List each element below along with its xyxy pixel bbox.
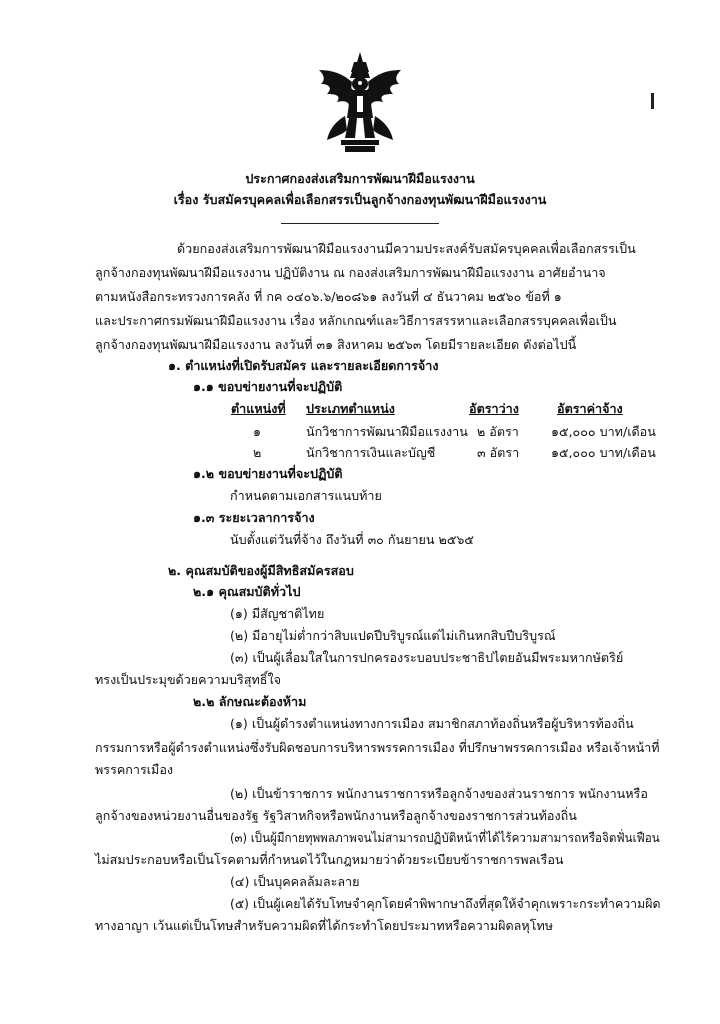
intro-line: ลูกจ้างกองทุนพัฒนาฝีมือแรงงาน ลงวันที่ ๓๑ สิงหาคม ๒๕๖๓ โดยมีรายละเอียด ดังต่อไปนี้ (95, 337, 577, 352)
table-header-vacancies: อัตราว่าง (469, 401, 519, 416)
table-cell-position-no: ๑ (253, 424, 261, 439)
qualification-item: (๒) มีอายุไม่ต่ำกว่าสิบแปดปีบริบูรณ์แต่ไม่เกินหกสิบปีบริบูรณ์ (230, 628, 556, 643)
qualification-item: (๓) เป็นผู้เลื่อมใสในการปกครองระบอบประชาธิปไตยอันมีพระมหากษัตริย์ (230, 650, 624, 665)
prohibition-item: (๕) เป็นผู้เคยได้รับโทษจำคุกโดยคำพิพากษาถึงที่สุดให้จำคุกเพราะกระทำความผิด (230, 896, 661, 911)
margin-mark (651, 93, 654, 109)
subsection-text: นับตั้งแต่วันที่จ้าง ถึงวันที่ ๓๐ กันยายน ๒๕๖๕ (230, 532, 474, 547)
prohibition-item-continuation: ทางอาญา เว้นแต่เป็นโทษสำหรับความผิดที่ได้กระทำโดยประมาทหรือความผิดลหุโทษ (95, 918, 554, 933)
qualification-item-continuation: ทรงเป็นประมุขด้วยความบริสุทธิ์ใจ (95, 672, 282, 687)
prohibition-item: (๑) เป็นผู้ดำรงตำแหน่งทางการเมือง สมาชิกสภาท้องถิ่นหรือผู้บริหารท้องถิ่น (230, 716, 634, 731)
table-cell-vacancies: ๒ อัตรา (477, 424, 519, 439)
subsection-heading: ๒.๑ คุณสมบัติทั่วไป (193, 584, 301, 599)
table-header-position-type: ประเภทตำแหน่ง (306, 401, 395, 416)
garuda-emblem (315, 52, 405, 154)
table-cell-position-type: นักวิชาการเงินและบัญชี (306, 445, 436, 460)
prohibition-item-continuation: กรรมการหรือผู้ดำรงตำแหน่งซึ่งรับผิดชอบการบริหารพรรคการเมือง ที่ปรึกษาพรรคการเมือง หรือเจ้าหน้าที่ (95, 740, 660, 755)
intro-line: ลูกจ้างกองทุนพัฒนาฝีมือแรงงาน ปฏิบัติงาน ณ กองส่งเสริมการพัฒนาฝีมือแรงงาน อาศัยอำนาจ (95, 265, 606, 280)
title-divider (281, 223, 439, 224)
intro-line: และประกาศกรมพัฒนาฝีมือแรงงาน เรื่อง หลักเกณฑ์และวิธีการสรรหาและเลือกสรรบุคคลเพื่อเป็น (95, 313, 617, 328)
table-cell-vacancies: ๓ อัตรา (477, 445, 520, 460)
document-title: ประกาศกองส่งเสริมการพัฒนาฝีมือแรงงาน (245, 171, 475, 186)
prohibition-item-continuation: ไม่สมประกอบหรือเป็นโรคตามที่กำหนดไว้ในกฎหมายว่าด้วยระเบียบข้าราชการพลเรือน (95, 852, 564, 867)
prohibition-item-continuation: ลูกจ้างของหน่วยงานอื่นของรัฐ รัฐวิสาหกิจหรือพนักงานหรือลูกจ้างของราชการส่วนท้องถิ่น (95, 808, 577, 823)
subsection-heading: ๑.๒ ขอบข่ายงานที่จะปฏิบัติ (193, 466, 343, 481)
qualification-item: (๑) มีสัญชาติไทย (230, 606, 325, 621)
table-cell-wage: ๑๕,๐๐๐ บาท/เดือน (551, 424, 656, 439)
table-cell-wage: ๑๕,๐๐๐ บาท/เดือน (551, 445, 656, 460)
prohibition-item: (๔) เป็นบุคคลล้มละลาย (230, 874, 360, 889)
table-header-position-no: ตำแหน่งที่ (231, 401, 286, 416)
prohibition-item-continuation: พรรคการเมือง (95, 762, 174, 777)
section-heading: ๒. คุณสมบัติของผู้มีสิทธิสมัครสอบ (168, 563, 354, 578)
section-heading: ๑. ตำแหน่งที่เปิดรับสมัคร และรายละเอียดการจ้าง (168, 358, 439, 373)
table-cell-position-no: ๒ (253, 445, 262, 460)
subsection-heading: ๑.๓ ระยะเวลาการจ้าง (193, 510, 315, 525)
prohibition-item: (๓) เป็นผู้มีกายทุพพลภาพจนไม่สามารถปฏิบัติหน้าที่ได้ไร้ความสามารถหรือจิตฟั่นเฟือน (230, 830, 660, 845)
subsection-text: กำหนดตามเอกสารแนบท้าย (230, 488, 382, 503)
prohibition-item: (๒) เป็นข้าราชการ พนักงานราชการหรือลูกจ้างของส่วนราชการ พนักงานหรือ (230, 786, 648, 801)
table-cell-position-type: นักวิชาการพัฒนาฝีมือแรงงาน (306, 424, 468, 439)
subsection-heading: ๒.๒ ลักษณะต้องห้าม (193, 694, 307, 709)
intro-line: ด้วยกองส่งเสริมการพัฒนาฝีมือแรงงานมีความประสงค์รับสมัครบุคคลเพื่อเลือกสรรเป็น (177, 241, 636, 256)
table-header-wage: อัตราค่าจ้าง (557, 401, 623, 416)
document-subject: เรื่อง รับสมัครบุคคลเพื่อเลือกสรรเป็นลูกจ้างกองทุนพัฒนาฝีมือแรงงาน (173, 192, 547, 207)
subsection-heading: ๑.๑ ขอบข่ายงานที่จะปฏิบัติ (193, 379, 343, 394)
intro-line: ตามหนังสือกระทรวงการคลัง ที่ กค ๐๔๐๖.๖/๒๐๘๖๑ ลงวันที่ ๔ ธันวาคม ๒๕๖๐ ข้อที่ ๑ (95, 289, 562, 304)
